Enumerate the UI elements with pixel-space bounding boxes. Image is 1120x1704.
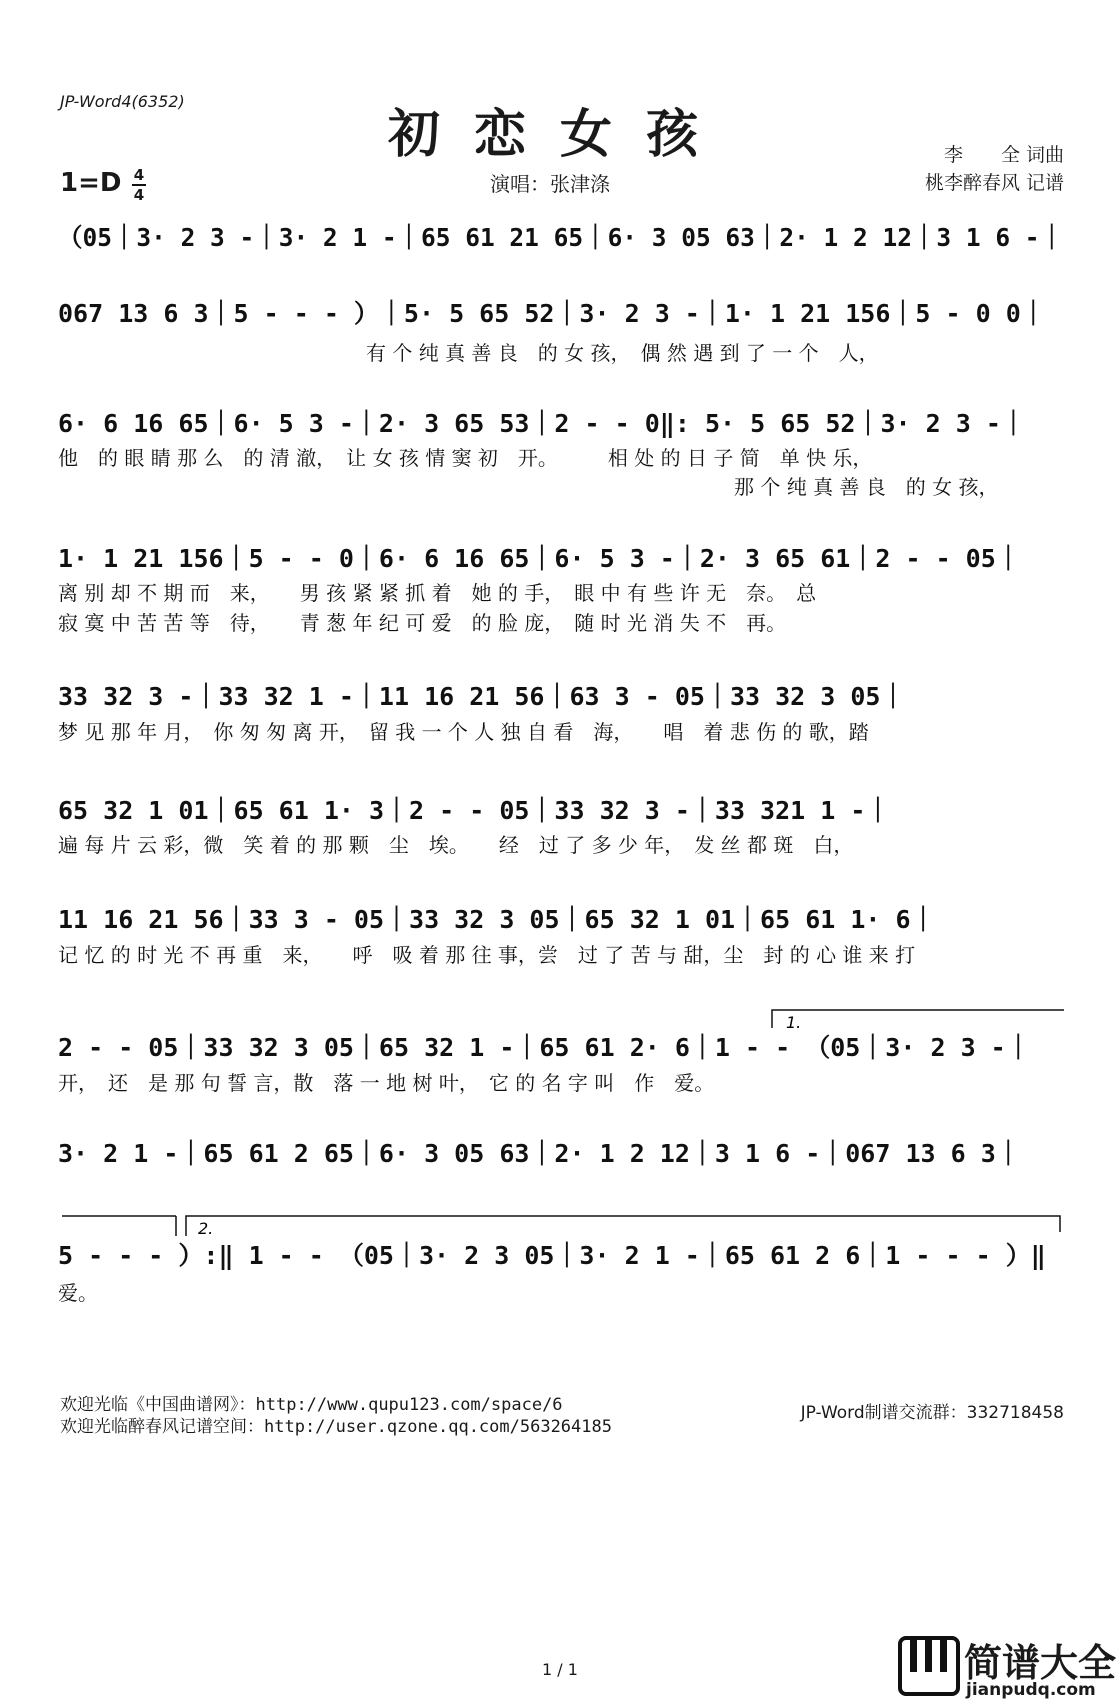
score-row-3-notes: 6· 6 16 65｜6· 5 3 -｜2· 3 65 53｜2 - - 0‖: 5· 5 65 52｜3· 2 3 -｜	[58, 409, 1026, 438]
transcriber: 桃李醉春风 记谱	[924, 172, 1064, 194]
time-signature-top: 4	[133, 166, 145, 184]
song-title: 初恋女孩	[387, 104, 732, 165]
score-row-8-lyric-1: 开， 还 是 那 句 誓 言，散 落 一 地 树 叶， 它 的 名 字 叫 作 爱。	[58, 1071, 715, 1095]
score-row-1-notes: （05｜3· 2 3 -｜3· 2 1 -｜65 61 21 65｜6· 3 05 63｜2· 1 2 12｜3 1 6 -｜	[58, 223, 1064, 252]
key-signature: 1=D	[60, 168, 122, 198]
score-row-6-notes: 65 32 1 01｜65 61 1· 3｜2 - - 05｜33 32 3 -｜33 321 1 -｜	[58, 796, 891, 825]
page-number: 1 / 1	[542, 1660, 578, 1679]
score-row-5-lyric-1: 梦 见 那 年 月， 你 匆 匆 离 开， 留 我 一 个 人 独 自 看 海， 唱 着 悲 伤 的 歌，踏	[58, 720, 869, 744]
score-row-8-notes: 2 - - 05｜33 32 3 05｜65 32 1 -｜65 61 2· 6｜1 - - （05｜3· 2 3 -｜	[58, 1033, 1031, 1062]
score-row-7-lyric-1: 记 忆 的 时 光 不 再 重 来， 呼 吸 着 那 往 事，尝 过 了 苦 与 甜，尘 封 的 心 谁 来 打	[58, 943, 916, 967]
score-row-10-notes: 5 - - - ）:‖ 1 - - （05｜3· 2 3 05｜3· 2 1 -｜65 61 2 6｜1 - - - ）‖	[58, 1241, 1046, 1270]
score-row-9-notes: 3· 2 1 -｜65 61 2 65｜6· 3 05 63｜2· 1 2 12｜3 1 6 -｜067 13 6 3｜	[58, 1139, 1021, 1168]
score-row-4-lyric-1: 离 别 却 不 期 而 来， 男 孩 紧 紧 抓 着 她 的 手， 眼 中 有 些 许 无 奈。 总	[58, 581, 817, 605]
footer-group-number: JP-Word制谱交流群：332718458	[800, 1403, 1064, 1423]
watermark-title: 简谱大全	[964, 1641, 1117, 1685]
watermark-url: jianpudq.com	[966, 1680, 1096, 1700]
footer-link-qzone[interactable]: 欢迎光临醉春风记谱空间：http://user.qzone.qq.com/563264185	[60, 1417, 612, 1437]
time-signature-bottom: 4	[133, 186, 145, 204]
score-row-5-notes: 33 32 3 -｜33 32 1 -｜11 16 21 56｜63 3 - 05｜33 32 3 05｜	[58, 682, 906, 711]
volta-1-bracket	[772, 1010, 1064, 1028]
score-row-6-lyric-1: 遍 每 片 云 彩，微 笑 着 的 那 颗 尘 埃。 经 过 了 多 少 年， 发 丝 都 斑 白，	[58, 833, 854, 857]
score-row-7-notes: 11 16 21 56｜33 3 - 05｜33 32 3 05｜65 32 1 01｜65 61 1· 6｜	[58, 905, 936, 934]
score-row-10-lyric-1: 爱。	[58, 1281, 98, 1305]
footer-link-qupu[interactable]: 欢迎光临《中国曲谱网》：http://www.qupu123.com/space/6	[60, 1395, 563, 1415]
watermark-logo	[898, 1634, 1118, 1700]
score-row-2-lyric-1: 有 个 纯 真 善 良 的 女 孩， 偶 然 遇 到 了 一 个 人，	[366, 341, 879, 365]
score-row-3-lyric-1: 他 的 眼 睛 那 么 的 清 澈， 让 女 孩 情 窦 初 开。 相 处 的 日 子 简 单 快 乐，	[58, 446, 873, 470]
score-row-2-notes: 067 13 6 3｜5 - - - ）｜5· 5 65 52｜3· 2 3 -｜1· 1 21 156｜5 - 0 0｜	[58, 299, 1046, 328]
score-row-4-lyric-2: 寂 寞 中 苦 苦 等 待， 青 葱 年 纪 可 爱 的 脸 庞， 随 时 光 消 失 不 再。	[58, 611, 787, 635]
volta-1-label: 1.	[786, 1013, 802, 1032]
piano-keys-icon	[898, 1634, 962, 1698]
score-row-3-lyric-2: 那 个 纯 真 善 良 的 女 孩，	[734, 475, 999, 499]
singer: 演唱：张津涤	[490, 172, 610, 196]
volta-2-bracket	[186, 1216, 1060, 1236]
software-tag: JP-Word4(6352)	[60, 92, 185, 111]
volta-2-label: 2.	[198, 1219, 214, 1238]
lyricist-composer: 李 全 词曲	[943, 144, 1064, 166]
score-row-4-notes: 1· 1 21 156｜5 - - 0｜6· 6 16 65｜6· 5 3 -｜2· 3 65 61｜2 - - 05｜	[58, 544, 1021, 573]
